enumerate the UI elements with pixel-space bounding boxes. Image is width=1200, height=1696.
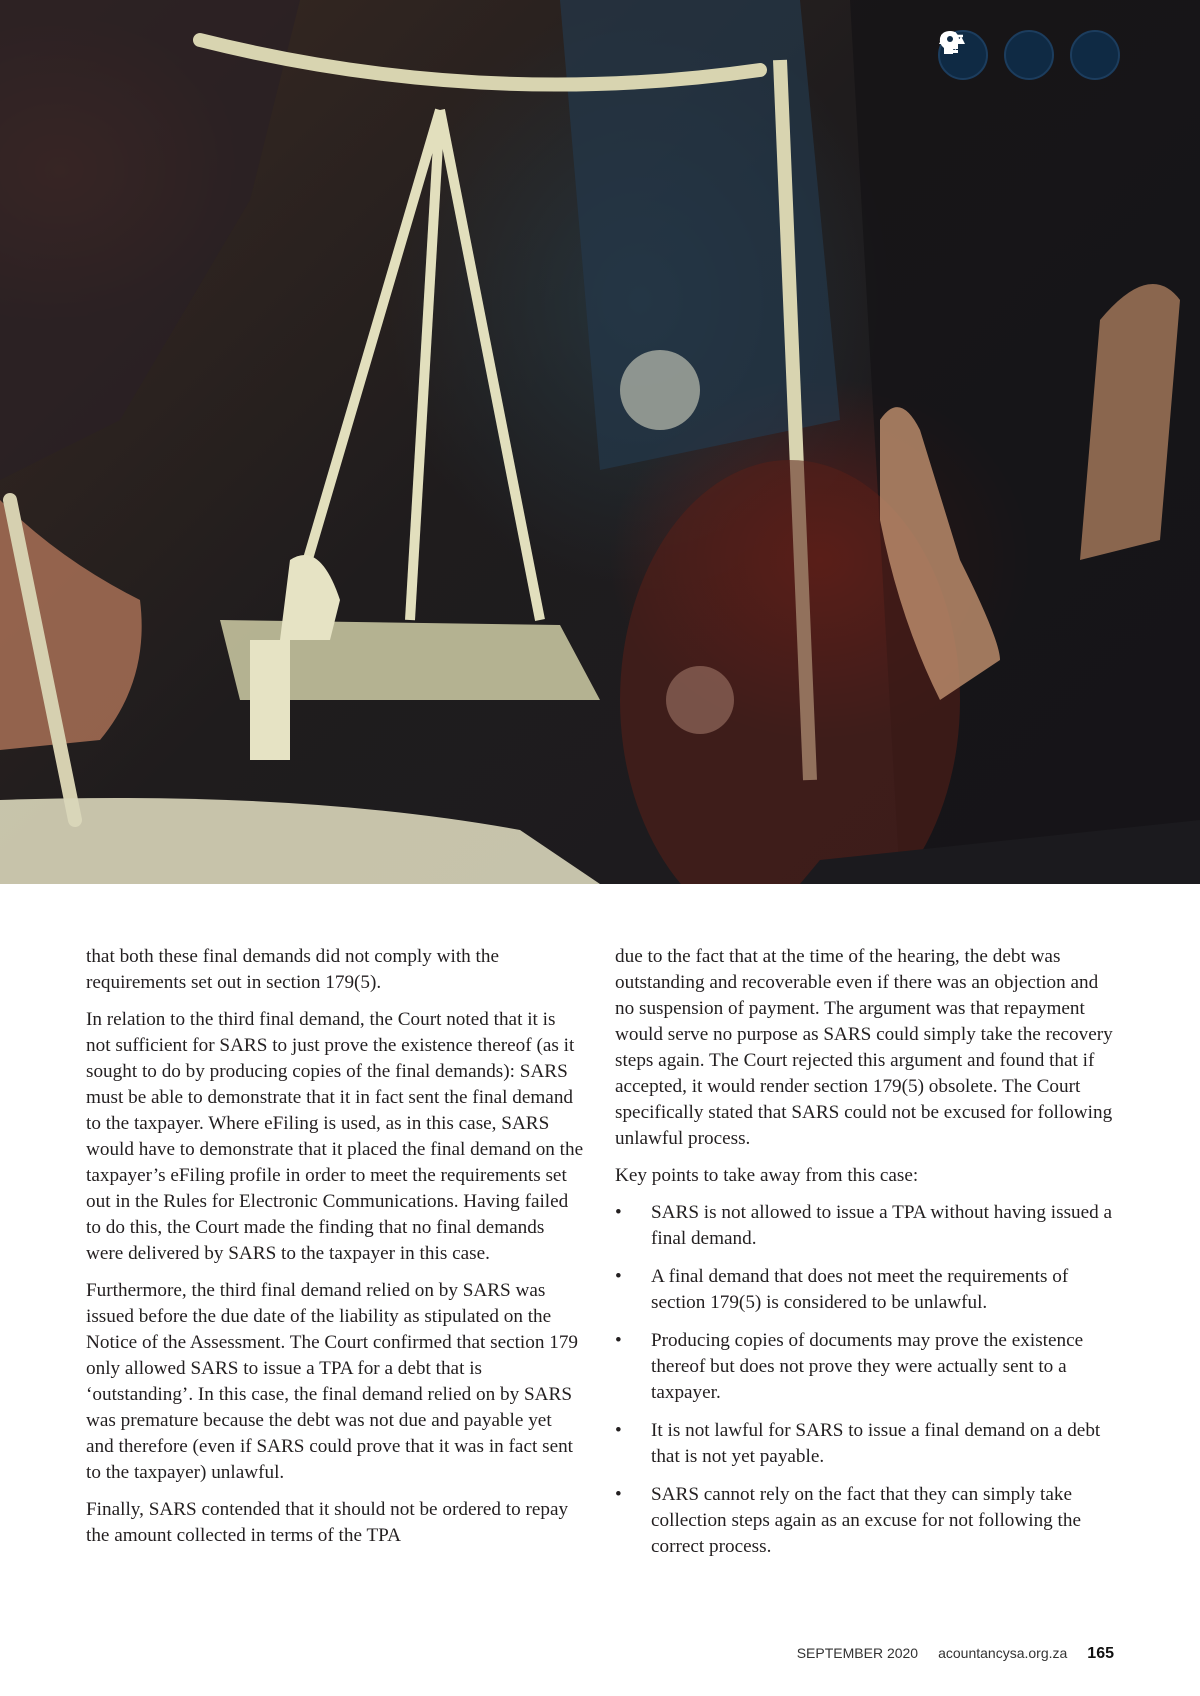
page-footer (797, 1645, 1114, 1663)
bullet-icon: • (615, 1420, 622, 1441)
list-item (615, 1418, 1115, 1470)
issue-date: SEPTEMBER 2020 (796, 1645, 919, 1661)
key-points-heading: Key points to take away from this case: (615, 1165, 919, 1186)
paragraph: due to the fact that at the time of the hearing, the debt was outstanding and recoverable even if there was an objection and no suspension of payment. The argument was that repayment would serve no purpose as SARS could simply take the recovery steps again. The Court rejected this argument and found that if accepted, it would render section 179(5) obsolete. The Court specifically stated that SARS could not be excused for following unlawful process. (615, 946, 1113, 1149)
paragraph: In relation to the third final demand, the Court noted that it is not sufficient for SARS to just prove the existence thereof (as it sought to do by producing copies of the final demands): SARS must be able to demonstrate that it in fact sent the final demand to the taxpayer. Where eFiling is used, as in this case, SARS would have to demonstrate that it placed the final demand on the taxpayer’s eFiling profile in order to meet the requirements set out in the Rules for Electronic Communications. Having failed to do this, the Court made the finding that no final demands were delivered by SARS to the taxpayer in this case. (86, 1009, 584, 1264)
article-column-right (615, 944, 1115, 1572)
scales-icon (1004, 30, 1054, 80)
website-link[interactable]: acountancysa.org.za (938, 1645, 1068, 1661)
paragraph: Furthermore, the third final demand relied on by SARS was issued before the due date of the liability as stipulated on the Notice of the Assessment. The Court confirmed that section 179 only allowed SARS to issue a TPA for a debt that is ‘outstanding’. In this case, the final demand relied on by SARS was premature because the debt was not due and payable yet and therefore (even if SARS could prove that it was in fact sent to the taxpayer) unlawful. (86, 1280, 579, 1483)
list-item (615, 1328, 1115, 1406)
section-icons (938, 30, 1120, 80)
list-item-text: A final demand that does not meet the requirements of section 179(5) is considered to be unlawful. (651, 1266, 1069, 1313)
bullet-icon: • (615, 1330, 622, 1351)
paragraph: that both these final demands did not comply with the requirements set out in section 179(5). (86, 946, 499, 993)
list-item-text: It is not lawful for SARS to issue a final demand on a debt that is not yet payable. (651, 1420, 1101, 1467)
key-points-list (615, 1200, 1115, 1560)
head-profile-icon (1070, 30, 1120, 80)
bullet-icon: • (615, 1266, 622, 1287)
page-number: 165 (1087, 1645, 1114, 1662)
bullet-icon: • (615, 1484, 622, 1505)
list-item-text: SARS cannot rely on the fact that they can simply take collection steps again as an excuse for not following the correct process. (651, 1484, 1081, 1557)
list-item-text: SARS is not allowed to issue a TPA without having issued a final demand. (651, 1202, 1113, 1249)
article-column-left (86, 944, 584, 1560)
bullet-icon: • (615, 1202, 622, 1223)
list-item-text: Producing copies of documents may prove the existence thereof but does not prove they were actually sent to a taxpayer. (651, 1330, 1084, 1403)
list-item (615, 1482, 1115, 1560)
list-item (615, 1264, 1115, 1316)
list-item (615, 1200, 1115, 1252)
paragraph: Finally, SARS contended that it should not be ordered to repay the amount collected in terms of the TPA (86, 1499, 569, 1546)
